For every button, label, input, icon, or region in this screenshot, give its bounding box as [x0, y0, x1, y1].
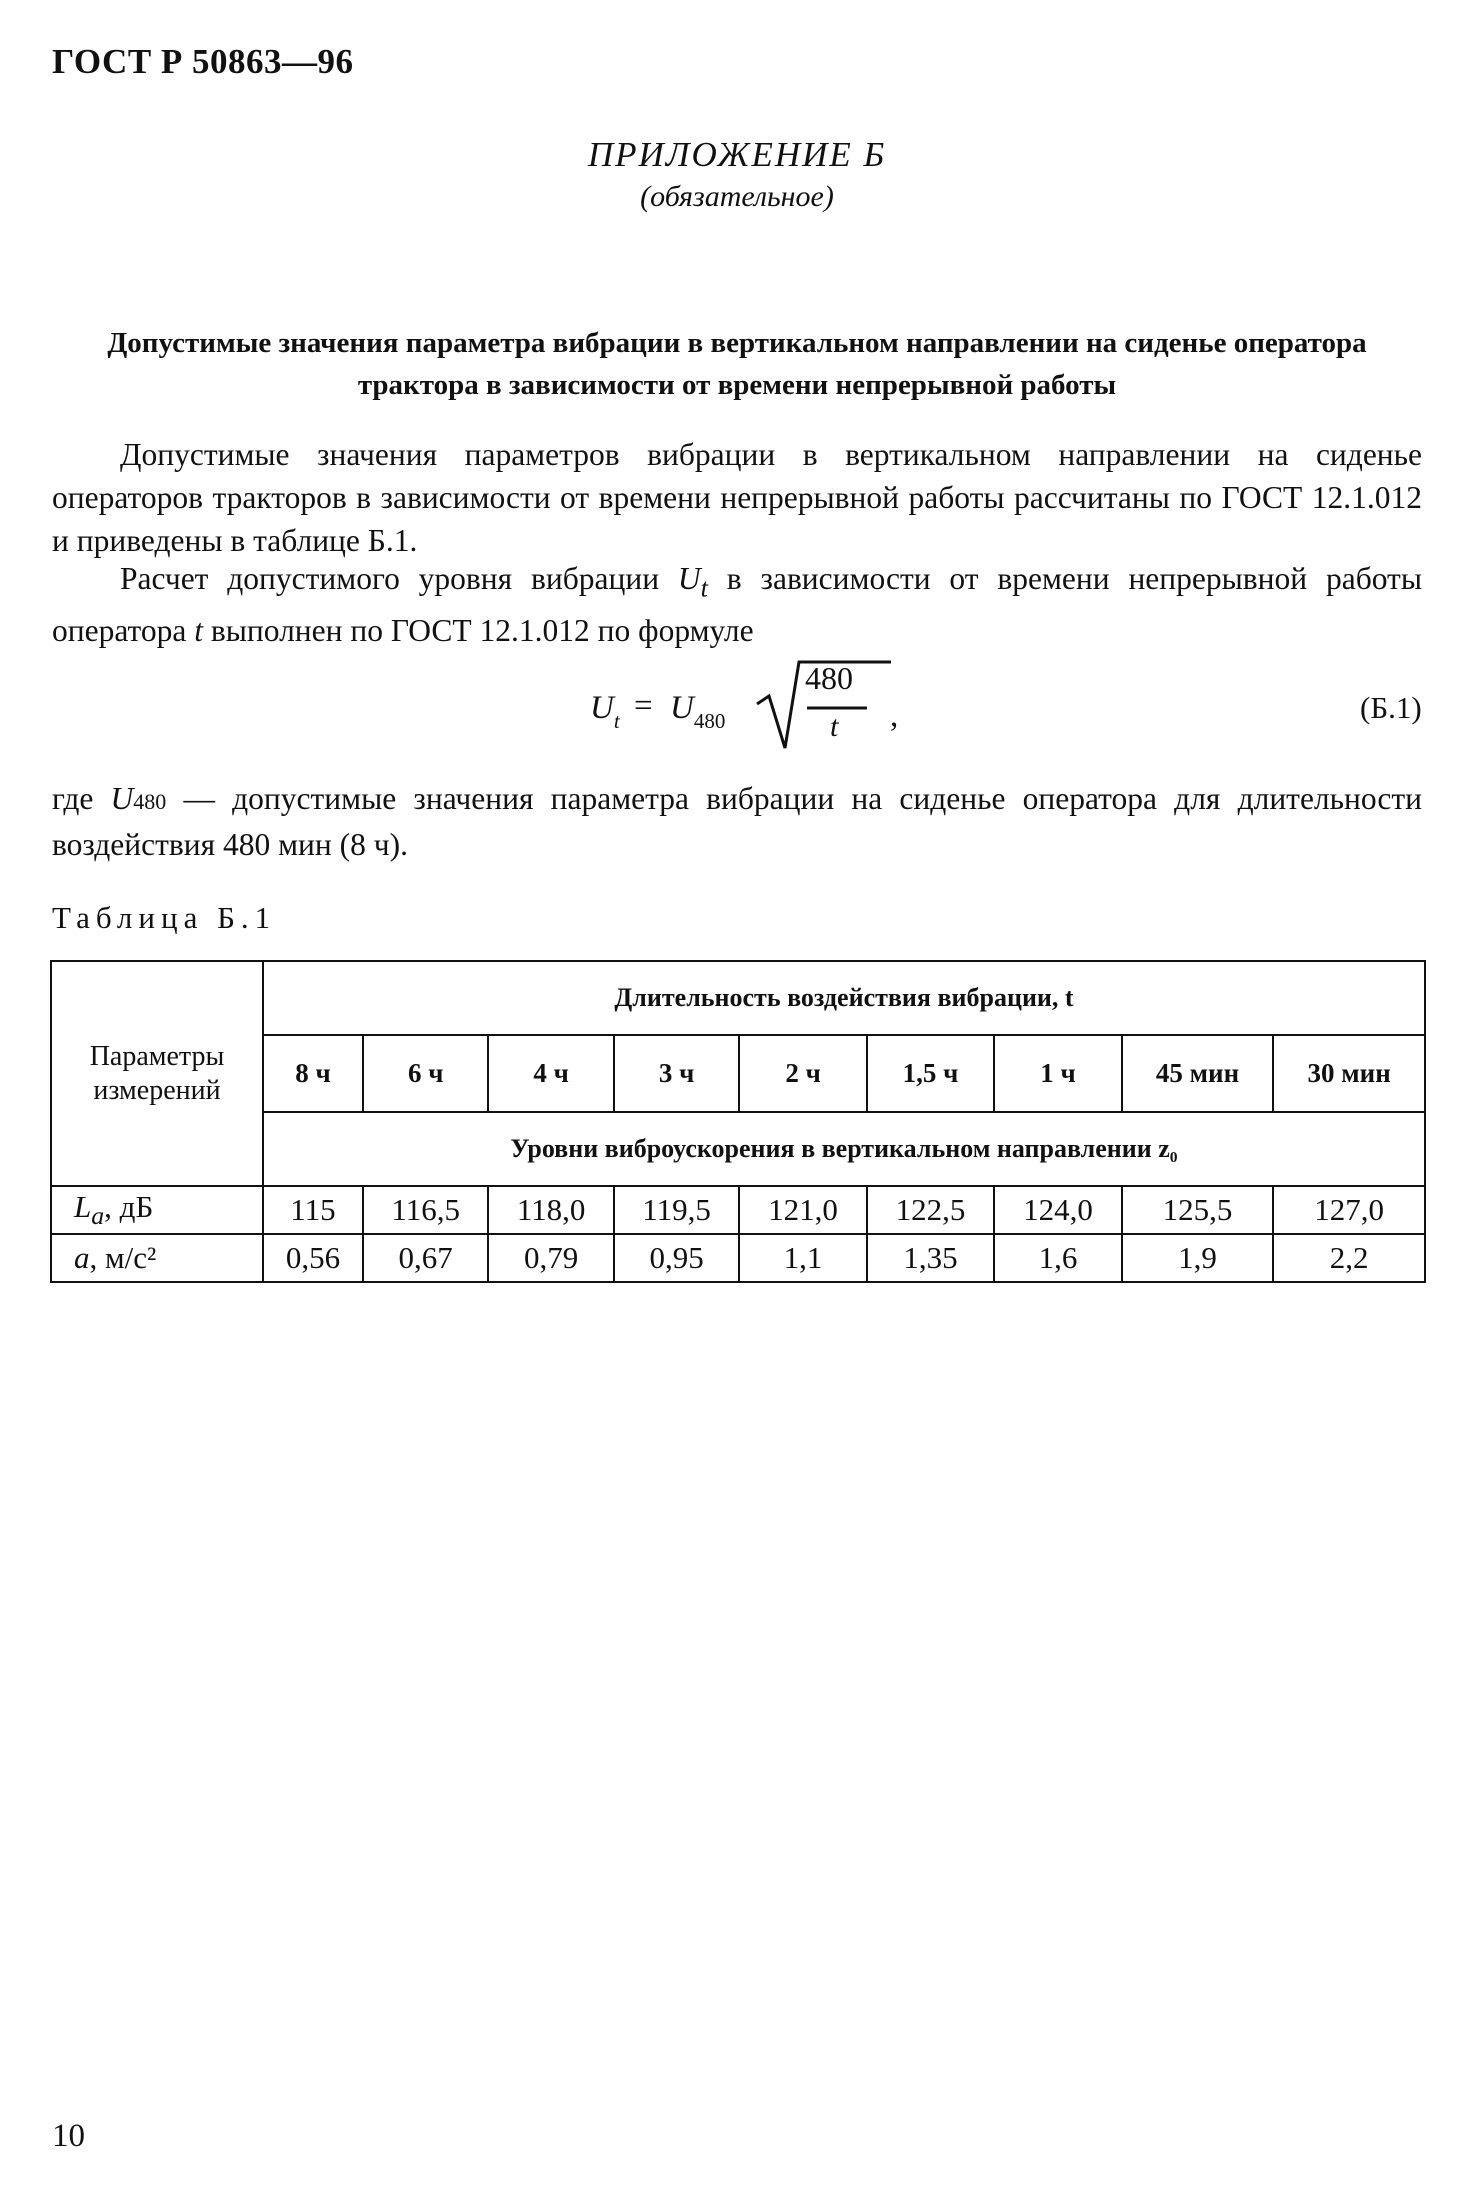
formula-rhs: $U_{480}$: [670, 690, 726, 733]
duration-cell: 3 ч: [614, 1035, 739, 1112]
formula-b1: [590, 652, 910, 772]
appendix-title: ПРИЛОЖЕНИЕ Б: [587, 135, 887, 174]
paragraph-3: где U480 — допустимые значения параметра вибрации на сиденье оператора для длительности воздействия 480 мин (8 ч).: [52, 781, 1423, 862]
duration-header: Длительность воздействия вибрации, t: [263, 961, 1425, 1035]
value-cell: 1,9: [1122, 1234, 1274, 1282]
value-cell: 122,5: [867, 1186, 994, 1234]
formula-equals: =: [634, 688, 653, 724]
var-u-sub: t: [700, 573, 708, 603]
duration-cell: 8 ч: [263, 1035, 363, 1112]
value-cell: 116,5: [363, 1186, 488, 1234]
formula-comma: ,: [890, 698, 899, 734]
duration-cell: 6 ч: [363, 1035, 488, 1112]
value-cell: 118,0: [488, 1186, 613, 1234]
value-cell: 124,0: [994, 1186, 1121, 1234]
value-cell: 0,67: [363, 1234, 488, 1282]
value-cell: 125,5: [1122, 1186, 1274, 1234]
vibration-table: [50, 960, 1426, 1283]
params-header: Параметры измерений: [51, 961, 263, 1186]
duration-cell: 45 мин: [1122, 1035, 1274, 1112]
appendix-subtitle: (обязательное): [640, 180, 834, 213]
paragraph-1: Допустимые значения параметров вибрации в вертикальном направлении на сиденье операторов тракторов в зависимости от времени непрерывной работы рассчитаны по ГОСТ 12.1.012 и приведены в таблице Б.1.: [52, 437, 1422, 558]
var-u: U: [677, 561, 701, 596]
formula-lhs: $U_t$: [590, 690, 620, 733]
duration-cell: 30 мин: [1273, 1035, 1425, 1112]
duration-cell: 2 ч: [739, 1035, 866, 1112]
document-header: ГОСТ Р 50863—96: [52, 42, 354, 81]
value-cell: 0,56: [263, 1234, 363, 1282]
value-cell: 2,2: [1273, 1234, 1425, 1282]
value-cell: 1,1: [739, 1234, 866, 1282]
paragraph-2-text-1: Расчет допустимого уровня вибрации: [120, 561, 678, 596]
table-row: [51, 1234, 1425, 1282]
duration-cell: 1 ч: [994, 1035, 1121, 1112]
var-t: t: [194, 613, 203, 649]
formula-denominator: t: [830, 710, 839, 743]
value-cell: 1,35: [867, 1234, 994, 1282]
section-title: Допустимые значения параметра вибрации в вертикальном направлении на сиденье оператора трактора в зависимости от времени непрерывной работы: [107, 327, 1367, 401]
paragraph-2-text-2: в зависимости от времени непрерывной работы оператора: [52, 561, 1422, 649]
page-number: 10: [52, 2118, 85, 2154]
value-cell: 0,95: [614, 1234, 739, 1282]
formula-number: (Б.1): [1360, 690, 1422, 725]
row-label-a: a, м/с²: [51, 1234, 263, 1282]
value-cell: 0,79: [488, 1234, 613, 1282]
paragraph-2-text-3: выполнен по ГОСТ 12.1.012 по формуле: [202, 613, 754, 649]
table-caption: Таблица Б.1: [52, 900, 277, 935]
value-cell: 115: [263, 1186, 363, 1234]
paragraph-2: [52, 557, 1422, 652]
table-row: [51, 1186, 1425, 1234]
var-u480: U: [110, 781, 134, 816]
row-label-la: $L_a$, дБ: [51, 1186, 263, 1234]
var-u480-sub: 480: [133, 789, 167, 814]
value-cell: 121,0: [739, 1186, 866, 1234]
value-cell: 119,5: [614, 1186, 739, 1234]
value-cell: 1,6: [994, 1234, 1121, 1282]
levels-header: Уровни виброускорения в вертикальном направлении z₀: [263, 1112, 1425, 1186]
value-cell: 127,0: [1273, 1186, 1425, 1234]
duration-cell: 1,5 ч: [867, 1035, 994, 1112]
formula-numerator: 480: [805, 660, 853, 696]
duration-cell: 4 ч: [488, 1035, 613, 1112]
